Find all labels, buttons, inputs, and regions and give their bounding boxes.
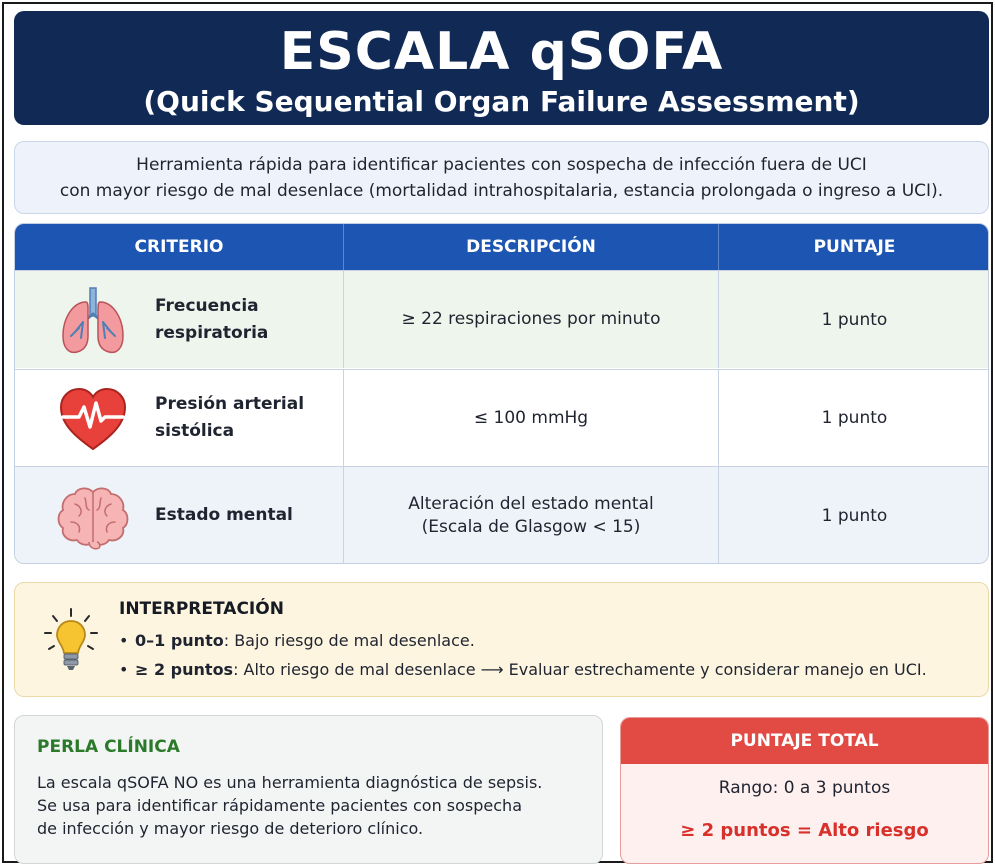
brain-icon	[53, 476, 133, 556]
heart-icon	[53, 379, 133, 459]
table-header	[15, 224, 989, 270]
interpretation-box	[14, 582, 989, 697]
table-row	[15, 270, 989, 368]
clinical-pearl-line: Se usa para identificar rápidamente pacientes con sospecha	[37, 796, 522, 815]
interpretation-item	[119, 630, 475, 652]
bullet: •	[119, 631, 129, 650]
criterion-label	[155, 391, 304, 445]
criterion-cell	[15, 467, 343, 564]
column-header-criterio: CRITERIO	[134, 237, 224, 257]
lungs-icon	[53, 280, 133, 360]
clinical-pearl-title: PERLA CLÍNICA	[37, 737, 180, 757]
criterion-cell	[15, 271, 343, 368]
description-line: ≤ 100 mmHg	[473, 407, 589, 428]
page-title: ESCALA qSOFA	[279, 22, 724, 82]
criterion-label	[155, 502, 293, 529]
interpretation-item-text: : Alto riesgo de mal desenlace ⟶ Evaluar estrechamente y considerar manejo en UCI.	[233, 660, 927, 679]
score-cell: 1 punto	[718, 370, 989, 466]
clinical-pearl-line: de infección y mayor riesgo de deterioro clínico.	[37, 819, 424, 838]
intro-box	[14, 141, 989, 214]
intro-line-1: Herramienta rápida para identificar pacientes con sospecha de infección fuera de UCI	[136, 155, 867, 175]
criterion-line: respiratoria	[155, 322, 269, 343]
score-cell: 1 punto	[718, 467, 989, 564]
criterion-line: Presión arterial	[155, 394, 305, 414]
intro-line-2: con mayor riesgo de mal desenlace (mortalidad intrahospitalaria, estancia prolongada o ingreso a UCI).	[59, 181, 944, 201]
table-row	[15, 466, 989, 564]
clinical-pearl-box	[14, 715, 603, 864]
clinical-pearl-line: La escala qSOFA NO es una herramienta diagnóstica de sepsis.	[37, 773, 543, 792]
column-header-descripcion: DESCRIPCIÓN	[343, 224, 718, 270]
interpretation-item-text: : Bajo riesgo de mal desenlace.	[223, 631, 475, 650]
page-frame	[2, 2, 993, 863]
title-banner	[14, 11, 989, 125]
description-cell	[343, 370, 718, 466]
lightbulb-icon	[43, 607, 99, 673]
criterion-cell	[15, 370, 343, 466]
score-cell: 1 punto	[718, 271, 989, 368]
interpretation-item-bold: 0–1 punto	[135, 631, 224, 650]
total-score-title: PUNTAJE TOTAL	[621, 718, 988, 764]
total-score-risk: ≥ 2 puntos = Alto riesgo	[680, 820, 929, 841]
total-score-range: Rango: 0 a 3 puntos	[718, 778, 891, 798]
description-line: (Escala de Glasgow < 15)	[421, 516, 641, 537]
description-line: ≥ 22 respiraciones por minuto	[401, 309, 661, 329]
interpretation-item	[119, 659, 927, 681]
table-row	[15, 369, 989, 466]
criteria-table	[14, 223, 989, 564]
column-header-puntaje: PUNTAJE	[718, 224, 989, 270]
description-cell	[343, 467, 718, 564]
description-line: Alteración del estado mental	[408, 493, 654, 514]
total-score-box	[620, 717, 989, 864]
criterion-line: Estado mental	[155, 505, 293, 525]
description-cell	[343, 271, 718, 368]
interpretation-title: INTERPRETACIÓN	[119, 599, 284, 619]
criterion-line: Frecuencia	[155, 295, 259, 316]
bullet: •	[119, 660, 129, 679]
interpretation-item-bold: ≥ 2 puntos	[135, 660, 234, 679]
criterion-line: sistólica	[155, 421, 235, 441]
criterion-label	[155, 293, 268, 347]
page-subtitle: (Quick Sequential Organ Failure Assessment)	[143, 85, 860, 118]
